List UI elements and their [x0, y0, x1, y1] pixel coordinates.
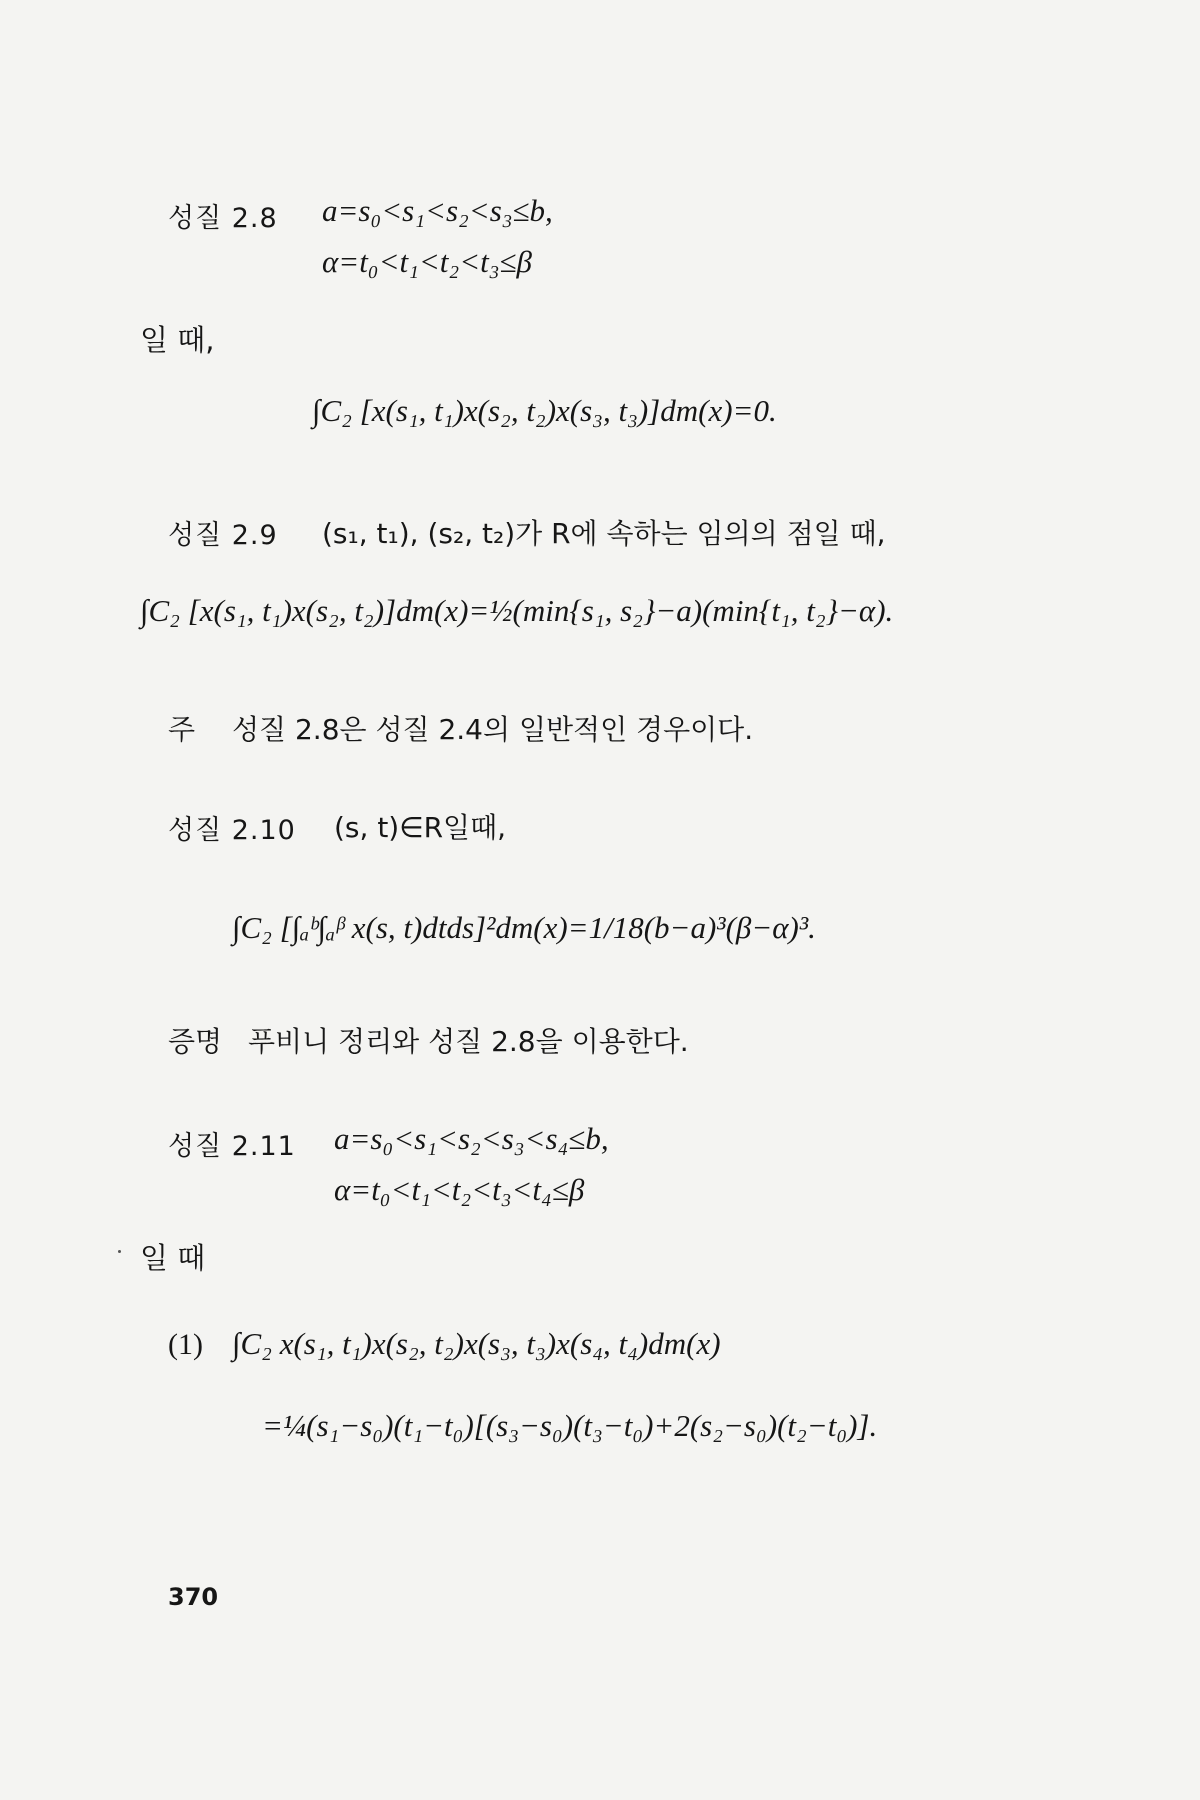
prop-2-11-when: 일 때: [140, 1241, 206, 1275]
prop-2-10-statement: (s, t)∈R일때,: [334, 811, 507, 844]
prop-2-9-label: 성질 2.9: [168, 520, 278, 551]
prop-2-11-condition-1: a=s₀<s₁<s₂<s₃<s₄≤b,: [334, 1121, 609, 1156]
prop-2-8-when: 일 때,: [140, 323, 215, 357]
prop-2-11-item-1-formula: ∫C₂ x(s₁, t₁)x(s₂, t₂)x(s₃, t₃)x(s₄, t₄)dm(x): [232, 1326, 721, 1361]
prop-2-9-statement: (s₁, t₁), (s₂, t₂)가 R에 속하는 임의의 점일 때,: [322, 517, 886, 550]
prop-2-8-condition-1: a=s₀<s₁<s₂<s₃≤b,: [322, 193, 553, 228]
prop-2-8-condition-2: α=t₀<t₁<t₂<t₃≤β: [322, 244, 532, 279]
prop-2-8-label: 성질 2.8: [168, 203, 278, 234]
note-label: 주: [168, 713, 196, 746]
proof-label: 증명: [168, 1025, 223, 1058]
prop-2-8-formula: ∫C₂ [x(s₁, t₁)x(s₂, t₂)x(s₃, t₃)]dm(x)=0.: [312, 393, 777, 428]
prop-2-11-item-1-result: =¼(s₁−s₀)(t₁−t₀)[(s₃−s₀)(t₃−t₀)+2(s₂−s₀)(t₂−t₀)].: [262, 1408, 878, 1443]
proof-text: 푸비니 정리와 성질 2.8을 이용한다.: [248, 1025, 689, 1058]
note-text: 성질 2.8은 성질 2.4의 일반적인 경우이다.: [232, 713, 754, 746]
prop-2-10-label: 성질 2.10: [168, 815, 296, 846]
prop-2-11-item-1-number: (1): [168, 1328, 203, 1361]
page-number: 370: [168, 1583, 219, 1611]
prop-2-10-formula: ∫C₂ [∫ₐᵇ∫ₐᵝ x(s, t)dtds]²dm(x)=1/18(b−a)³(β−α)³.: [232, 910, 816, 945]
stray-dot: [118, 1250, 121, 1253]
prop-2-11-condition-2: α=t₀<t₁<t₂<t₃<t₄≤β: [334, 1172, 585, 1207]
prop-2-9-formula: ∫C₂ [x(s₁, t₁)x(s₂, t₂)]dm(x)=½(min{s₁, s₂}−a)(min{t₁, t₂}−α).: [140, 593, 894, 628]
prop-2-11-label: 성질 2.11: [168, 1131, 296, 1162]
